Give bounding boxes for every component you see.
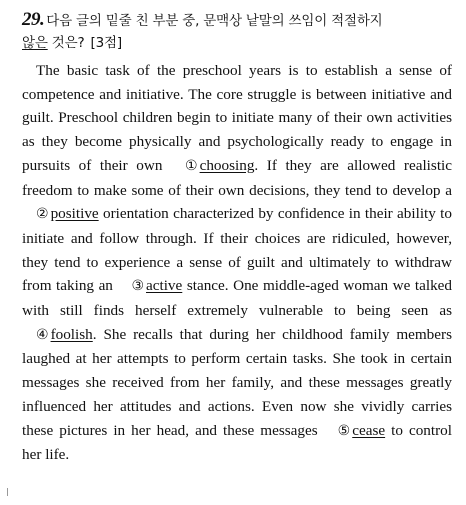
passage-segment: to control her life. [22,421,452,464]
choice-4 [22,326,93,343]
choice-marker-3: ③ [131,278,145,295]
choice-marker-2: ② [36,206,49,223]
passage-segment: . She recalls that during her childhood family members laughed at her attempts to perform certain tasks. She took in certain messages she received from her family, and these messages greatly influenced her attitudes and actions. Even now she vividly carries these pictures in her head, and these messages [22,325,452,439]
choice-1 [171,157,254,174]
passage-segment: stance. One middle-aged woman we talked with still finds herself extremely vulnerable to being seen as [22,277,453,320]
question-number: 29. [22,9,45,30]
choice-word-3: active [146,277,183,295]
question-header [22,10,452,53]
choice-word-5: cease [352,421,386,439]
margin-tick [7,488,8,496]
question-stem-line1: 다음 글의 밑줄 친 부분 중, 문맥상 낱말의 쓰임이 적절하지 [46,13,383,29]
choice-word-4: foolish [50,325,93,343]
choice-marker-1: ① [185,157,198,174]
question-block [22,10,452,482]
choice-5 [324,422,385,439]
question-points: [3점] [90,35,122,51]
question-stem-underlined: 않은 [22,35,48,51]
choice-word-2: positive [50,205,99,223]
choice-marker-5: ⑤ [337,422,351,439]
choice-2 [22,205,99,222]
choice-3 [117,277,182,294]
passage-segment: orientation characterized by confidence in their ability to initiate and follow through. If their choices are ridiculed, however, they tend to experience a sense of guilt and ultimately to withdraw from taking an [22,205,452,295]
passage [22,59,452,467]
passage-segment: The basic task of the preschool years is to establish a sense of competence and initiative. The core struggle is between initiative and guilt. Preschool children begin to initiate many of their own activities as they become physically and psychologically ready to engage in pursuits of their own [22,62,452,174]
question-stem-rest: 것은? [47,35,85,51]
passage-segment: . If they are allowed realistic freedom to make some of their own decisions, they tend to develop a [22,156,452,199]
choice-word-1: choosing [199,156,255,174]
question-stem-line2 [22,33,452,53]
choice-marker-4: ④ [36,326,49,343]
